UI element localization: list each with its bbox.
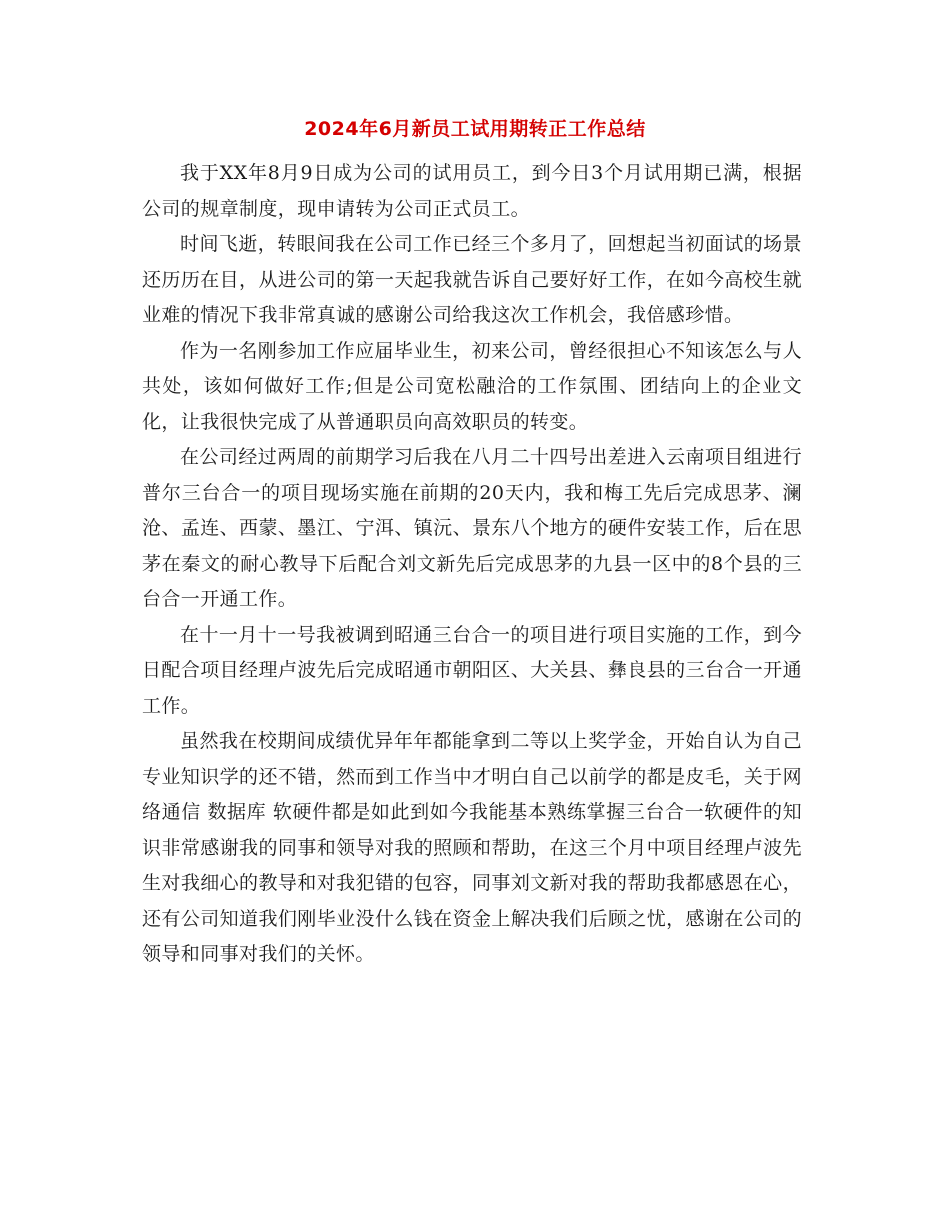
- paragraph-5: 在十一月十一号我被调到昭通三台合一的项目进行项目实施的工作，到今日配合项目经理卢波先后完成昭通市朝阳区、大关县、彝良县的三台合一开通工作。: [142, 623, 802, 717]
- paragraph-4: 在公司经过两周的前期学习后我在八月二十四号出差进入云南项目组进行普尔三台合一的项目现场实施在前期的20天内，我和梅工先后完成思茅、澜沧、孟连、西蒙、墨江、宁洱、镇沅、景东八个地方的硬件安装工作，后在思茅在秦文的耐心教导下后配合刘文新先后完成思茅的九县一区中的8个县的三台合一开通工作。: [142, 446, 802, 610]
- paragraph-3: 作为一名刚参加工作应届毕业生，初来公司，曾经很担心不知该怎么与人共处，该如何做好工作;但是公司宽松融洽的工作氛围、团结向上的企业文化，让我很快完成了从普通职员向高效职员的转变。: [142, 339, 802, 433]
- document-title: 2024年6月新员工试用期转正工作总结: [304, 118, 646, 140]
- paragraph-6: 虽然我在校期间成绩优异年年都能拿到二等以上奖学金，开始自认为自己专业知识学的还不错，然而到工作当中才明白自己以前学的都是皮毛，关于网络通信 数据库 软硬件都是如此到如今我能基本熟练掌握三台合一软硬件的知识非常感谢我的同事和领导对我的照顾和帮助，在这三个月中项目经理卢波先生对我细心的教导和对我犯错的包容，同事刘文新对我的帮助我都感恩在心，还有公司知道我们刚毕业没什么钱在资金上解决我们后顾之忧，感谢在公司的领导和同事对我们的关怀。: [142, 730, 802, 965]
- paragraph-2: 时间飞逝，转眼间我在公司工作已经三个多月了，回想起当初面试的场景还历历在目，从进公司的第一天起我就告诉自己要好好工作，在如今高校生就业难的情况下我非常真诚的感谢公司给我这次工作机会，我倍感珍惜。: [142, 233, 802, 326]
- document-body: [142, 156, 802, 973]
- paragraph-1: 我于XX年8月9日成为公司的试用员工，到今日3个月试用期已满，根据公司的规章制度，现申请转为公司正式员工。: [142, 162, 802, 220]
